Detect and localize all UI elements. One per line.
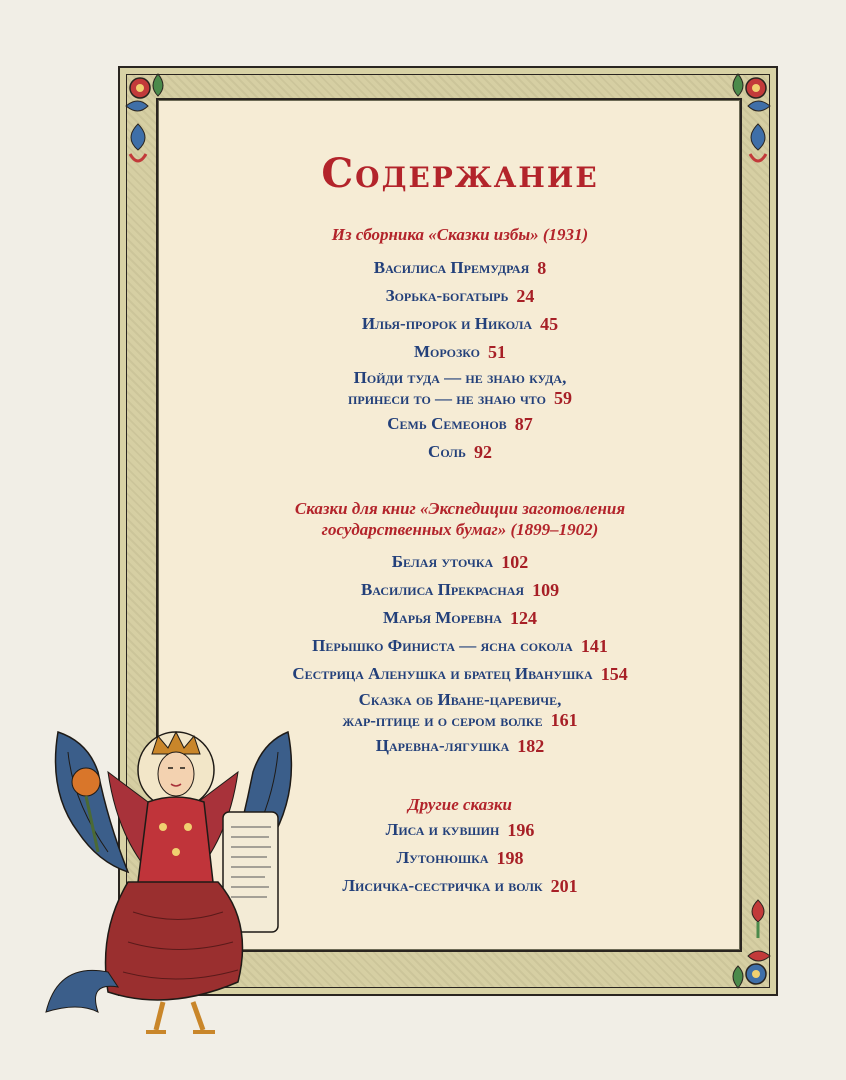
entry-title: Василиса Прекрасная	[360, 580, 525, 599]
entry-page-number: 102	[501, 552, 529, 572]
entry-title: Илья-пророк и Никола	[361, 314, 533, 333]
section-heading-line: Сказки для книг «Экспедиции заготовления	[294, 499, 626, 518]
entry-title: Белая уточка	[391, 552, 494, 571]
section-heading: Другие сказки	[408, 794, 512, 814]
entry-title: Зорька-богатырь	[385, 286, 509, 305]
entry-page-number: 8	[537, 258, 547, 278]
entry-page-number: 154	[600, 664, 628, 684]
entry-page-number: 92	[473, 442, 492, 462]
entry-title: Соль	[428, 442, 466, 461]
toc-entry[interactable]	[180, 604, 740, 632]
toc-entry[interactable]	[180, 338, 740, 366]
entry-title-line: принеси то — не знаю что	[348, 388, 546, 408]
section-heading	[180, 498, 740, 540]
page-title: Содержание	[321, 150, 599, 197]
entry-title: Семь Семеонов	[387, 414, 507, 433]
toc-entry[interactable]	[180, 548, 740, 576]
entry-page-number: 59	[553, 387, 572, 408]
entry-title: Лисичка-сестричка и волк	[342, 876, 543, 895]
entry-page-number: 51	[488, 342, 507, 362]
entry-page-number: 124	[509, 608, 537, 628]
toc-entry[interactable]	[180, 254, 740, 282]
entry-title: Василиса Премудрая	[373, 258, 530, 277]
toc-entry[interactable]	[180, 282, 740, 310]
toc-entry[interactable]	[180, 576, 740, 604]
entry-page-number: 198	[496, 848, 524, 868]
section-heading-line: государственных бумаг» (1899–1902)	[321, 520, 599, 539]
entry-page-number: 141	[580, 636, 608, 656]
floral-side-ornament-icon	[120, 120, 156, 170]
entry-page-number: 109	[532, 580, 560, 600]
entry-page-number: 201	[550, 876, 578, 896]
entry-title: Перышко Финиста — ясна сокола	[312, 636, 573, 655]
entry-page-number: 24	[516, 286, 535, 306]
floral-side-ornament-icon	[740, 896, 776, 940]
toc-entry[interactable]	[180, 632, 740, 660]
entry-title: Морозко	[413, 342, 481, 361]
entry-page-number: 87	[514, 414, 533, 434]
floral-corner-ornament-icon	[718, 936, 778, 996]
toc-entry[interactable]	[180, 660, 740, 688]
entry-title: Лутонюшка	[396, 848, 489, 867]
entry-title: Сестрица Аленушка и братец Иванушка	[292, 664, 593, 683]
floral-corner-ornament-icon	[118, 66, 178, 126]
entry-page-number: 182	[517, 736, 545, 756]
entry-title: Марья Моревна	[383, 608, 502, 627]
toc-entry[interactable]	[180, 410, 740, 438]
entry-title-line: жар-птице и о сером волке	[342, 710, 543, 730]
toc-entry[interactable]	[180, 366, 740, 410]
toc-entry[interactable]	[180, 310, 740, 338]
sirin-bird-illustration-icon	[38, 712, 308, 1042]
entry-title-line: Пойди туда — не знаю куда,	[353, 367, 567, 387]
section-heading: Из сборника «Сказки избы» (1931)	[331, 224, 589, 244]
entry-title: Лиса и кувшин	[385, 820, 500, 839]
entry-page-number: 161	[550, 709, 578, 730]
entry-page-number: 45	[540, 314, 559, 334]
entry-title-line: Сказка об Иване-царевиче,	[358, 689, 562, 709]
entry-title: Царевна-лягушка	[375, 736, 510, 755]
entry-page-number: 196	[507, 820, 535, 840]
toc-entry[interactable]	[180, 438, 740, 466]
floral-corner-ornament-icon	[718, 66, 778, 126]
